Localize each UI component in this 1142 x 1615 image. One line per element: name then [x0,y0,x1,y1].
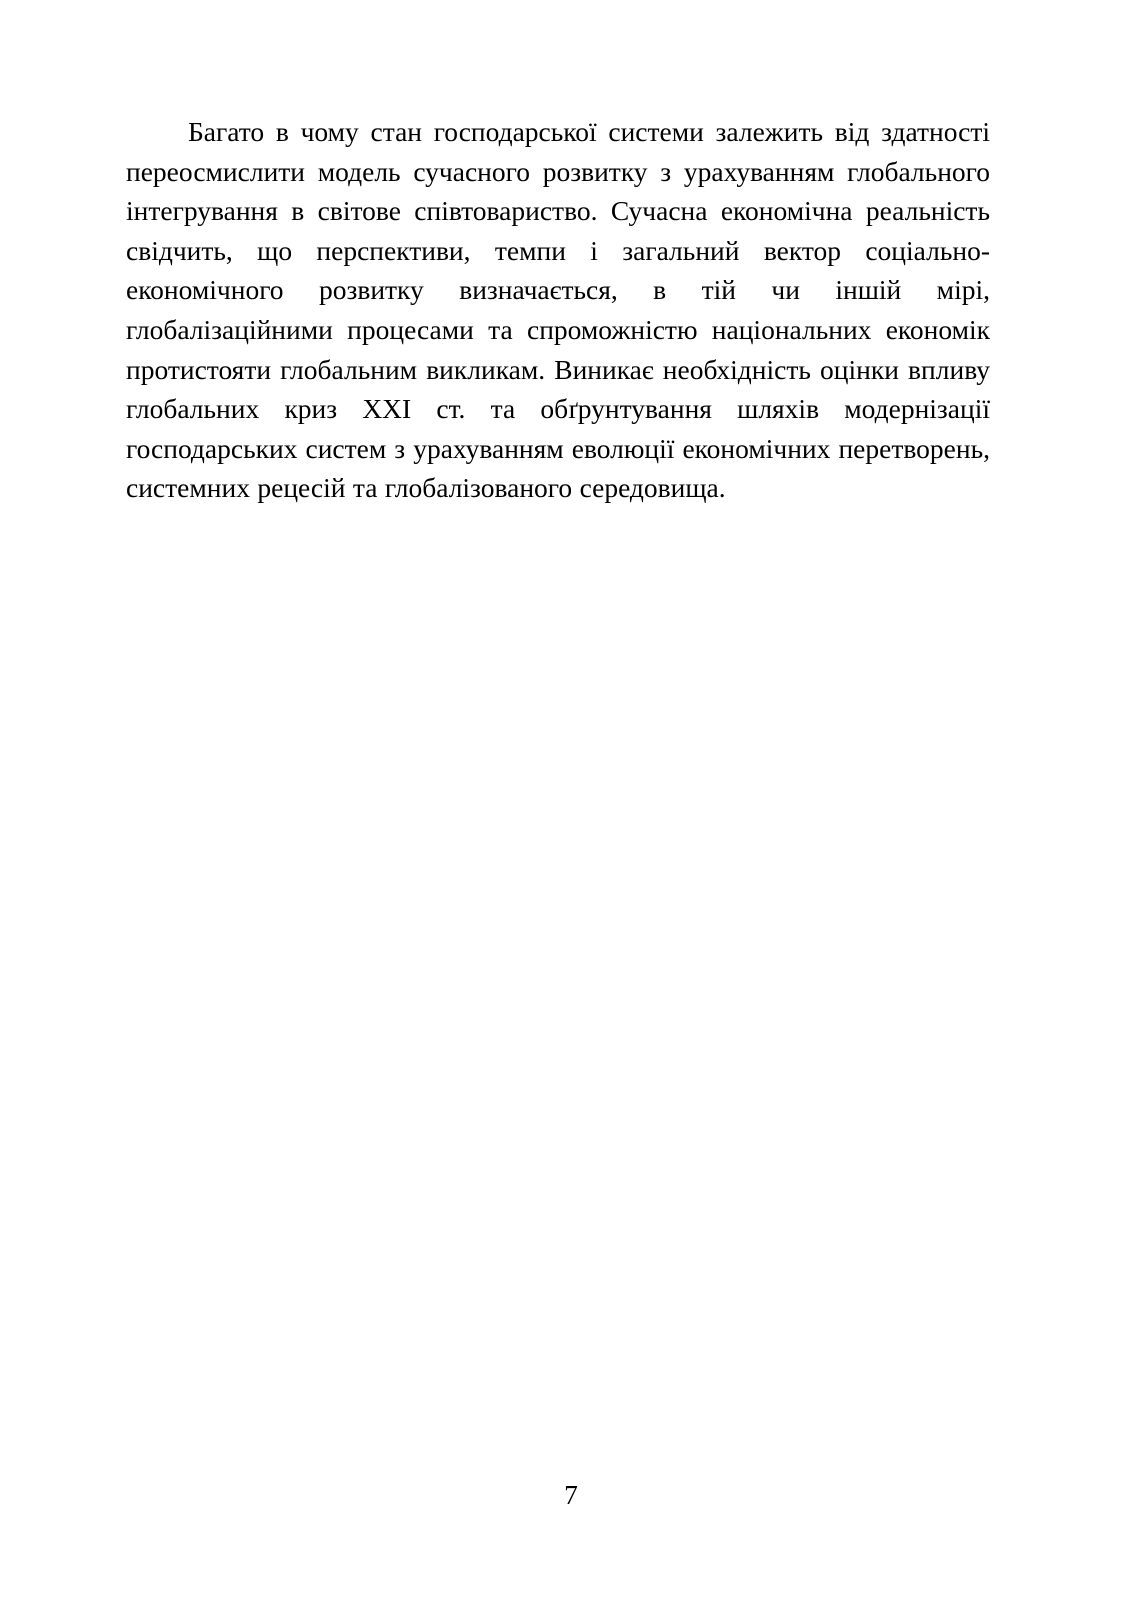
page-number: 7 [564,1479,578,1510]
body-paragraph: Багато в чому стан господарської системи залежить від здатності переосмислити модель сучасного розвитку з урахуванням глобального інтегрування в світове співтовариство. Сучасна економічна реальність свідчить, що перспективи, темпи і загальний вектор соціально-економічного розвитку визначається, в тій чи іншій мірі, глобалізаційними процесами та спроможністю національних економік протистояти глобальним викликам. Виникає необхідність оцінки впливу глобальних криз XXI ст. та обґрунтування шляхів модернізації господарських систем з урахуванням еволюції економічних перетворень, системних рецесій та глобалізованого середовища. [126,116,990,504]
page-content [126,112,990,508]
